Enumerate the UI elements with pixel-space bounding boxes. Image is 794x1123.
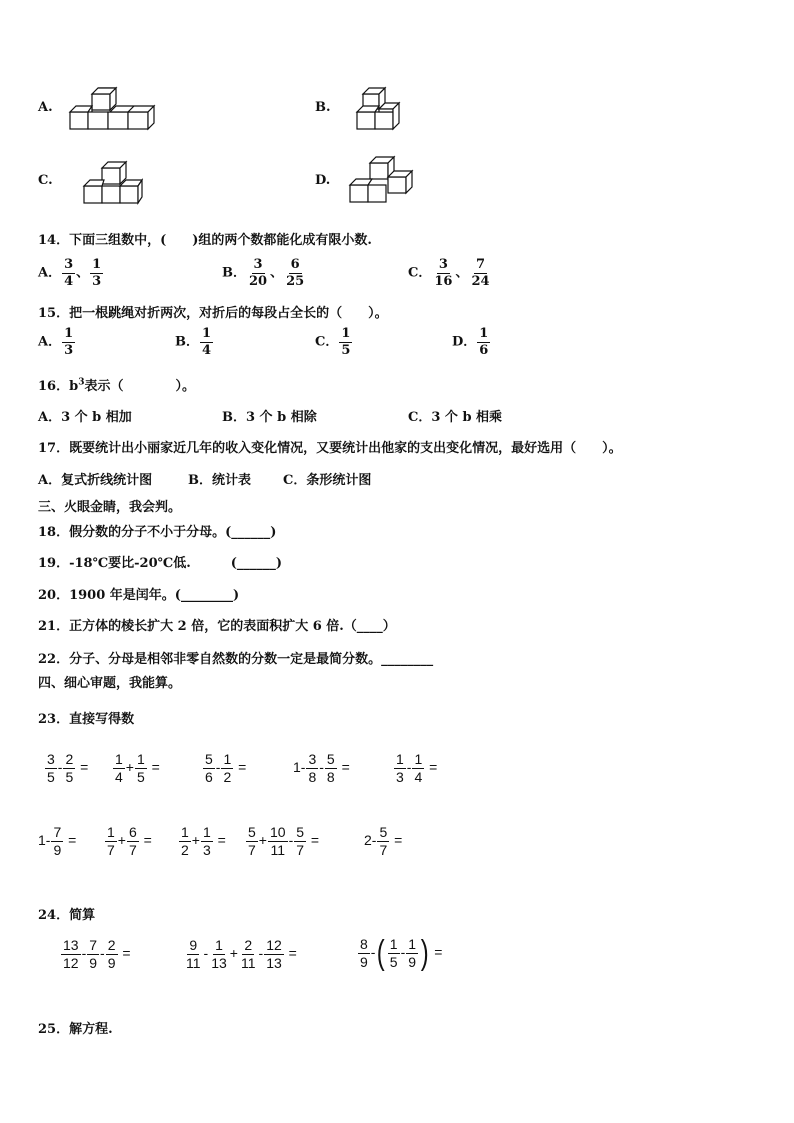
numerator: 6 xyxy=(128,824,137,840)
math-token: = xyxy=(80,758,89,775)
denominator: 7 xyxy=(107,841,115,858)
separator: 、 xyxy=(270,265,284,281)
fraction xyxy=(87,938,99,970)
math-token: - xyxy=(258,944,264,961)
math-token: + xyxy=(258,831,267,848)
q24-expr-2 xyxy=(183,938,297,970)
denominator: 4 xyxy=(202,342,212,358)
numerator: 5 xyxy=(205,751,213,767)
separator: 、 xyxy=(76,265,90,281)
denominator: 3 xyxy=(64,342,74,358)
fraction xyxy=(106,938,118,970)
math-token: = xyxy=(394,831,403,848)
fraction xyxy=(358,937,370,969)
numerator: 1 xyxy=(92,257,102,272)
math-token: + xyxy=(125,758,134,775)
fraction xyxy=(90,258,103,288)
fraction xyxy=(394,752,406,784)
q15-option-d xyxy=(452,327,491,357)
denominator: 9 xyxy=(360,954,368,970)
cube-figure-c xyxy=(82,160,144,206)
denominator: 3 xyxy=(202,841,211,858)
numerator: 1 xyxy=(389,936,398,953)
q17-option-b: B．统计表 xyxy=(188,473,251,488)
denominator: 11 xyxy=(240,954,256,971)
q19 xyxy=(38,552,282,571)
cube-figure-d xyxy=(348,155,418,205)
math-token: = xyxy=(217,831,226,848)
numerator: 12 xyxy=(266,937,282,953)
fraction xyxy=(469,258,491,288)
numerator: 3 xyxy=(438,257,448,272)
numerator: 5 xyxy=(326,751,335,767)
fraction xyxy=(179,825,191,857)
q17-option-c: C．条形统计图 xyxy=(283,473,372,488)
math-token: - xyxy=(370,944,376,961)
option-d-label: D. xyxy=(315,173,331,188)
option-c-label: C. xyxy=(38,173,53,188)
math-token: = xyxy=(122,944,131,961)
option-label: C． xyxy=(408,265,432,281)
numerator: 1 xyxy=(408,936,417,953)
math-token: 1- xyxy=(293,758,306,775)
fraction xyxy=(201,825,213,857)
option-label: B． xyxy=(222,265,246,281)
denominator: 9 xyxy=(53,841,62,858)
denominator: 3 xyxy=(92,273,102,289)
fraction xyxy=(127,825,139,857)
math-token: 1- xyxy=(38,831,51,848)
numerator: 9 xyxy=(189,937,198,953)
math-token: + xyxy=(191,831,200,848)
numerator: 5 xyxy=(379,824,388,840)
option-a-label: A. xyxy=(38,100,53,115)
q23-expr-9 xyxy=(245,825,319,857)
math-token: + xyxy=(117,831,126,848)
denominator: 13 xyxy=(266,954,282,971)
denominator: 7 xyxy=(379,841,388,858)
denominator: 7 xyxy=(296,841,305,858)
numerator: 8 xyxy=(360,936,368,953)
option-b-label: B. xyxy=(315,100,331,115)
q16-option-b: B．3 个 b 相除 xyxy=(222,410,317,425)
fraction xyxy=(325,752,337,784)
numerator: 10 xyxy=(269,824,286,840)
numerator: 13 xyxy=(63,937,79,953)
numerator: 1 xyxy=(136,751,145,767)
math-token: - xyxy=(319,758,324,775)
q25-title: 25．解方程. xyxy=(38,1022,113,1037)
fraction xyxy=(268,825,288,857)
math-token: 2- xyxy=(364,831,377,848)
denominator: 9 xyxy=(89,954,98,971)
math-token: = xyxy=(288,944,297,961)
numerator: 3 xyxy=(253,257,263,272)
q14-option-a xyxy=(38,258,104,288)
denominator: 5 xyxy=(341,342,351,358)
option-label: A． xyxy=(38,265,62,281)
section-4-heading: 四、细心审题，我能算。 xyxy=(38,676,182,691)
option-label: A． xyxy=(38,334,62,350)
math-token: = xyxy=(151,758,160,775)
q24-expr-3 xyxy=(357,934,442,973)
q23-expr-5 xyxy=(393,752,437,784)
numerator: 1 xyxy=(181,824,189,840)
denominator: 6 xyxy=(205,768,213,785)
q23-expr-8 xyxy=(178,825,226,857)
option-label: B． xyxy=(175,334,199,350)
numerator: 1 xyxy=(223,751,232,767)
math-token: - xyxy=(203,944,209,961)
math-token: = xyxy=(434,944,443,961)
denominator: 24 xyxy=(471,273,490,289)
fraction xyxy=(61,938,81,970)
fraction xyxy=(284,258,306,288)
fraction xyxy=(200,327,213,357)
numerator: 2 xyxy=(107,937,116,953)
q16-stem: 16．$b^3$表示（ ）。 xyxy=(38,377,195,394)
denominator: 13 xyxy=(211,954,227,971)
fraction xyxy=(62,258,75,288)
denominator: 20 xyxy=(249,273,268,289)
q15-option-a xyxy=(38,327,76,357)
denominator: 5 xyxy=(65,768,74,785)
fraction xyxy=(477,327,490,357)
numerator: 3 xyxy=(47,751,55,767)
fraction xyxy=(377,825,389,857)
numerator: 1 xyxy=(396,751,404,767)
q17-option-a: A．复式折线统计图 xyxy=(38,473,153,488)
q15-option-c xyxy=(315,327,353,357)
q20: 20．1900 年是闰年。(________) xyxy=(38,588,240,603)
fraction xyxy=(209,938,229,970)
fraction xyxy=(432,258,454,288)
numerator: 2 xyxy=(65,751,74,767)
math-token: ( xyxy=(377,934,386,972)
q15-stem: 15．把一根跳绳对折两次，对折后的每段占全长的（ ）。 xyxy=(38,306,388,321)
numerator: 7 xyxy=(89,937,98,953)
numerator: 7 xyxy=(475,257,486,272)
fraction xyxy=(247,258,269,288)
q23-expr-10 xyxy=(364,825,402,857)
fraction xyxy=(246,825,258,857)
denominator: 6 xyxy=(479,342,489,358)
fraction xyxy=(105,825,117,857)
numerator: 5 xyxy=(296,824,305,840)
math-token: - xyxy=(81,944,87,961)
cube-figure-b xyxy=(355,86,401,132)
denominator: 4 xyxy=(64,273,74,289)
numerator: 3 xyxy=(308,751,317,767)
denominator: 7 xyxy=(248,841,256,858)
numerator: 7 xyxy=(53,824,62,840)
fraction xyxy=(264,938,284,970)
fraction xyxy=(63,752,75,784)
numerator: 1 xyxy=(64,326,74,341)
numerator: 1 xyxy=(414,751,423,767)
denominator: 25 xyxy=(286,273,305,289)
fraction xyxy=(306,752,318,784)
q15-option-b xyxy=(175,327,214,357)
q16-option-a: A．3 个 b 相加 xyxy=(38,410,132,425)
math-token: - xyxy=(288,831,294,848)
denominator: 5 xyxy=(389,954,398,970)
q16-option-c: C．3 个 b 相乘 xyxy=(408,410,503,425)
denominator: 11 xyxy=(186,954,201,971)
fraction xyxy=(113,752,125,784)
q21: 21．正方体的棱长扩大 2 倍，它的表面积扩大 6 倍.（____） xyxy=(38,619,396,634)
math-token: = xyxy=(341,758,350,775)
q23-expr-3 xyxy=(202,752,246,784)
denominator: 11 xyxy=(270,841,286,858)
math-token: = xyxy=(68,831,77,848)
denominator: 7 xyxy=(128,841,137,858)
fraction xyxy=(412,752,424,784)
numerator: 1 xyxy=(341,326,351,341)
math-token: - xyxy=(100,944,105,961)
numerator: 1 xyxy=(479,326,489,341)
q23-expr-2 xyxy=(112,752,160,784)
numerator: 1 xyxy=(202,326,212,341)
q19-blank: (______) xyxy=(230,556,283,571)
separator: 、 xyxy=(455,265,469,281)
fraction xyxy=(62,327,75,357)
math-token: - xyxy=(215,758,221,775)
math-token: 表示（ ）。 xyxy=(84,379,195,394)
q14-option-c xyxy=(408,258,493,288)
q24-expr-1 xyxy=(60,938,131,970)
denominator: 3 xyxy=(396,768,404,785)
fraction xyxy=(221,752,233,784)
fraction xyxy=(239,938,258,970)
math-token: ) xyxy=(420,934,429,972)
denominator: 12 xyxy=(63,954,79,971)
math-token: + xyxy=(229,944,238,961)
fraction xyxy=(388,937,400,969)
section-3-heading: 三、火眼金睛，我会判。 xyxy=(38,500,182,515)
denominator: 5 xyxy=(47,768,55,785)
numerator: 1 xyxy=(202,824,211,840)
q14-option-b xyxy=(222,258,307,288)
option-label: D． xyxy=(452,334,477,350)
math-token: 16．b xyxy=(38,379,79,394)
math-token: = xyxy=(238,758,247,775)
fraction xyxy=(184,938,203,970)
denominator: 9 xyxy=(408,954,417,970)
numerator: 1 xyxy=(107,824,115,840)
q17-stem: 17．既要统计出小丽家近几年的收入变化情况，又要统计出他家的支出变化情况，最好选用（ ）。 xyxy=(38,441,622,456)
denominator: 8 xyxy=(308,768,317,785)
denominator: 5 xyxy=(136,768,145,785)
denominator: 2 xyxy=(223,768,232,785)
denominator: 8 xyxy=(326,768,335,785)
fraction xyxy=(203,752,215,784)
denominator: 16 xyxy=(434,273,453,289)
q24-title: 24．简算 xyxy=(38,908,96,923)
q19-stem: 19．-18℃要比-20℃低. xyxy=(38,556,191,571)
cube-figure-a xyxy=(68,86,156,132)
q23-expr-7 xyxy=(104,825,152,857)
numerator: 6 xyxy=(290,257,300,272)
denominator: 4 xyxy=(115,768,123,785)
q23-title: 23．直接写得数 xyxy=(38,712,135,727)
numerator: 1 xyxy=(115,751,123,767)
math-token: = xyxy=(429,758,438,775)
denominator: 2 xyxy=(181,841,189,858)
q22: 22．分子、分母是相邻非零自然数的分数一定是最简分数。________ xyxy=(38,652,434,667)
q14-stem: 14．下面三组数中，( )组的两个数都能化成有限小数. xyxy=(38,233,372,248)
numerator: 1 xyxy=(215,937,223,953)
numerator: 3 xyxy=(64,257,74,272)
fraction xyxy=(294,825,306,857)
math-token: - xyxy=(406,758,412,775)
fraction xyxy=(45,752,57,784)
denominator: 9 xyxy=(107,954,116,971)
denominator: 4 xyxy=(414,768,423,785)
math-token: - xyxy=(57,758,63,775)
option-label: C． xyxy=(315,334,339,350)
math-token: - xyxy=(400,944,406,961)
fraction xyxy=(406,937,418,969)
q23-expr-4 xyxy=(293,752,350,784)
math-token: = xyxy=(143,831,152,848)
numerator: 2 xyxy=(244,937,253,953)
fraction xyxy=(135,752,147,784)
q23-expr-6 xyxy=(38,825,76,857)
numerator: 5 xyxy=(248,824,256,840)
q18: 18．假分数的分子不小于分母。(______) xyxy=(38,525,277,540)
q23-expr-1 xyxy=(44,752,88,784)
fraction xyxy=(51,825,63,857)
math-token: = xyxy=(310,831,320,848)
fraction xyxy=(339,327,352,357)
